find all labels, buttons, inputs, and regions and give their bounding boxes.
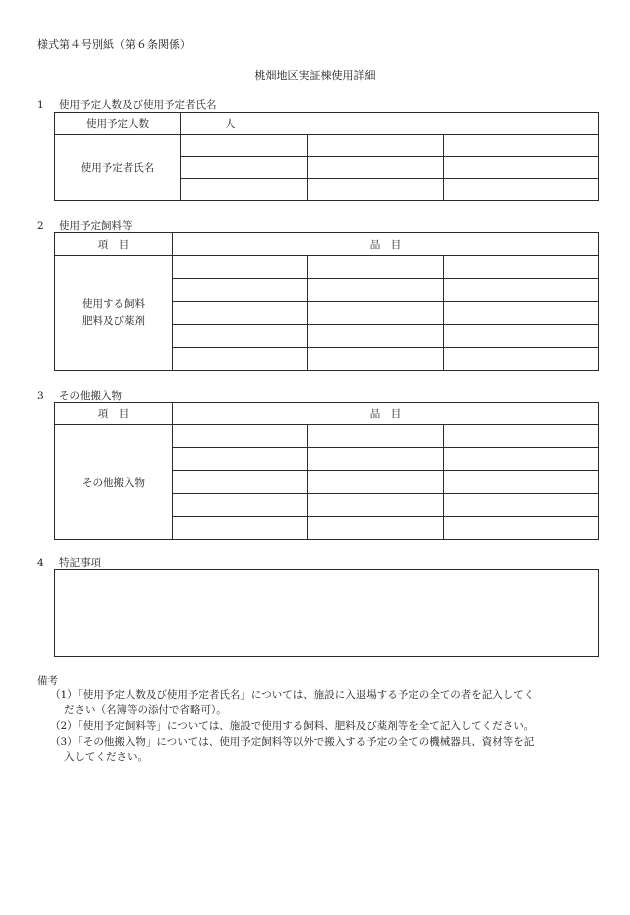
name-cell[interactable]	[308, 135, 444, 157]
section4-title	[37, 555, 101, 570]
goods-cell[interactable]	[308, 302, 444, 325]
section4-number: 4	[37, 557, 44, 569]
section2-row-label	[55, 256, 173, 371]
goods-cell[interactable]	[444, 302, 599, 325]
section2-col-goods: 品 目	[173, 233, 599, 256]
item-cell[interactable]	[308, 471, 444, 494]
section3-number: 3	[37, 390, 44, 402]
name-cell[interactable]	[308, 179, 444, 201]
goods-cell[interactable]	[173, 348, 308, 371]
names-label: 使用予定者氏名	[55, 135, 181, 201]
item-cell[interactable]	[308, 425, 444, 448]
goods-cell[interactable]	[173, 256, 308, 279]
note-item	[50, 735, 610, 765]
goods-cell[interactable]	[173, 302, 308, 325]
item-cell[interactable]	[308, 517, 444, 540]
goods-cell[interactable]	[444, 279, 599, 302]
goods-cell[interactable]	[308, 348, 444, 371]
item-cell[interactable]	[444, 425, 599, 448]
name-cell[interactable]	[181, 135, 308, 157]
item-cell[interactable]	[173, 494, 308, 517]
section2-row-label-line2: 肥料及び薬剤	[82, 315, 145, 327]
goods-cell[interactable]	[308, 325, 444, 348]
special-notes-box[interactable]	[54, 569, 599, 657]
item-cell[interactable]	[173, 425, 308, 448]
section1-number: 1	[37, 99, 44, 111]
note-line: 入してください。	[64, 751, 148, 763]
section3-title-text: その他搬入物	[59, 390, 122, 402]
item-cell[interactable]	[444, 448, 599, 471]
goods-cell[interactable]	[444, 256, 599, 279]
section3-col-item: 項 目	[55, 403, 173, 425]
note-line: ださい（名簿等の添付で省略可）。	[64, 704, 227, 716]
section3-title	[37, 388, 122, 403]
note-item	[50, 688, 610, 718]
name-cell[interactable]	[444, 135, 599, 157]
goods-cell[interactable]	[308, 279, 444, 302]
people-count-label: 使用予定人数	[55, 113, 181, 135]
item-cell[interactable]	[173, 471, 308, 494]
item-cell[interactable]	[173, 448, 308, 471]
item-cell[interactable]	[173, 517, 308, 540]
notes-heading: 備考	[37, 675, 58, 687]
goods-cell[interactable]	[308, 256, 444, 279]
name-cell[interactable]	[444, 179, 599, 201]
section3-col-goods: 品 目	[173, 403, 599, 425]
item-cell[interactable]	[308, 494, 444, 517]
item-cell[interactable]	[444, 494, 599, 517]
name-cell[interactable]	[181, 179, 308, 201]
note-item	[50, 719, 610, 734]
item-cell[interactable]	[444, 517, 599, 540]
note-line: （3）「その他搬入物」については、使用予定飼料等以外で搬入する予定の全ての機械器具、資材等を記	[50, 736, 535, 748]
section1-title	[37, 97, 217, 112]
goods-cell[interactable]	[173, 279, 308, 302]
section2-title-text: 使用予定飼料等	[59, 220, 133, 232]
section4-title-text: 特記事項	[59, 557, 101, 569]
section2-row-label-line1: 使用する飼料	[82, 298, 145, 310]
people-count-cell[interactable]	[181, 113, 599, 135]
goods-cell[interactable]	[444, 325, 599, 348]
section1-title-text: 使用予定人数及び使用予定者氏名	[59, 99, 217, 111]
item-cell[interactable]	[308, 448, 444, 471]
goods-cell[interactable]	[173, 325, 308, 348]
form-number-label: 様式第４号別紙（第６条関係）	[37, 38, 191, 51]
name-cell[interactable]	[181, 157, 308, 179]
item-cell[interactable]	[444, 471, 599, 494]
note-line: （1）「使用予定人数及び使用予定者氏名」については、施設に入退場する予定の全ての者を記入してく	[50, 689, 535, 701]
name-cell[interactable]	[308, 157, 444, 179]
section3-row-label: その他搬入物	[55, 425, 173, 540]
section2-table	[54, 232, 599, 371]
section2-title	[37, 218, 133, 233]
people-unit: 人	[225, 118, 236, 130]
section3-table	[54, 402, 599, 540]
note-line: （2）「使用予定飼料等」については、施設で使用する飼料、肥料及び薬剤等を全て記入してください。	[50, 720, 535, 732]
document-title: 桃畑地区実証棟使用詳細	[254, 69, 376, 82]
section2-col-item: 項 目	[55, 233, 173, 256]
section2-number: 2	[37, 220, 44, 232]
goods-cell[interactable]	[444, 348, 599, 371]
name-cell[interactable]	[444, 157, 599, 179]
section1-table	[54, 112, 599, 201]
